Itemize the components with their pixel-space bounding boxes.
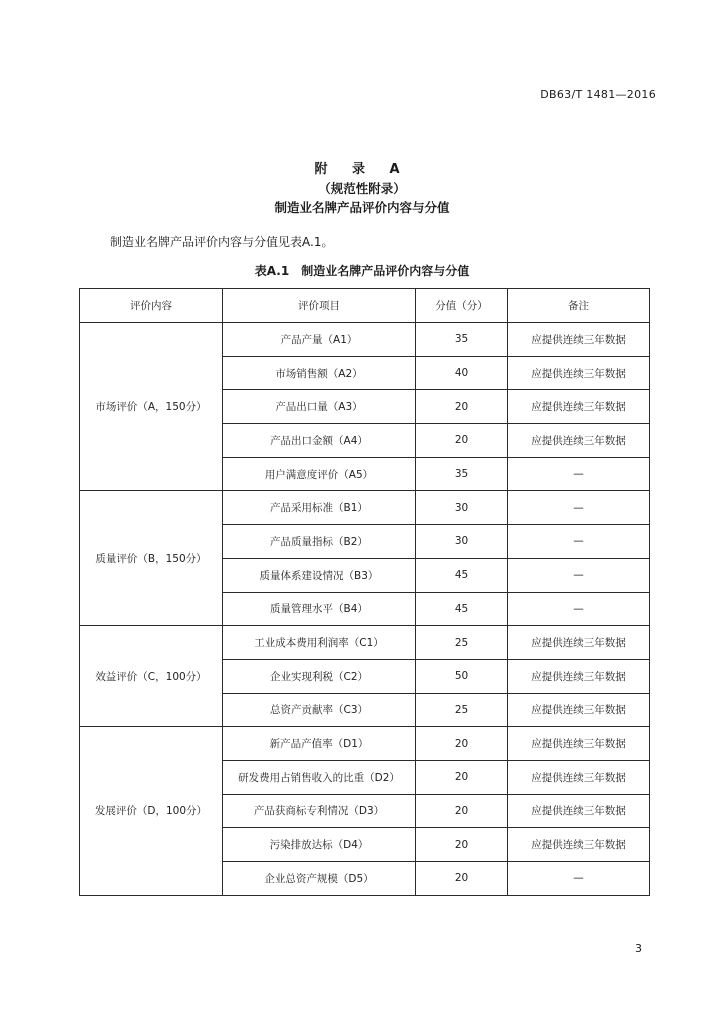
score-cell: 45 bbox=[416, 592, 508, 626]
table-header-row bbox=[80, 289, 650, 323]
evaluation-table bbox=[79, 288, 650, 896]
score-cell: 45 bbox=[416, 558, 508, 592]
score-cell: 20 bbox=[416, 390, 508, 424]
page-number: 3 bbox=[635, 942, 642, 955]
note-cell: 应提供连续三年数据 bbox=[508, 794, 650, 828]
table-row bbox=[80, 727, 650, 761]
score-cell: 35 bbox=[416, 323, 508, 357]
note-cell: 应提供连续三年数据 bbox=[508, 659, 650, 693]
table-caption: 表A.1 制造业名牌产品评价内容与分值 bbox=[254, 264, 470, 278]
note-cell: 应提供连续三年数据 bbox=[508, 356, 650, 390]
item-cell: 质量管理水平（B4） bbox=[223, 592, 416, 626]
item-cell: 市场销售额（A2） bbox=[223, 356, 416, 390]
appendix-title: 附 录 A bbox=[314, 162, 410, 177]
item-cell: 产品出口量（A3） bbox=[223, 390, 416, 424]
column-header: 备注 bbox=[508, 289, 650, 323]
intro-paragraph: 制造业名牌产品评价内容与分值见表A.1。 bbox=[110, 235, 334, 249]
item-cell: 质量体系建设情况（B3） bbox=[223, 558, 416, 592]
item-cell: 工业成本费用利润率（C1） bbox=[223, 626, 416, 660]
score-cell: 20 bbox=[416, 424, 508, 458]
item-cell: 企业总资产规模（D5） bbox=[223, 862, 416, 896]
category-cell: 市场评价（A，150分） bbox=[80, 323, 223, 491]
score-cell: 50 bbox=[416, 659, 508, 693]
item-cell: 产品质量指标（B2） bbox=[223, 525, 416, 559]
item-cell: 企业实现利税（C2） bbox=[223, 659, 416, 693]
note-cell: 应提供连续三年数据 bbox=[508, 727, 650, 761]
note-cell: 应提供连续三年数据 bbox=[508, 828, 650, 862]
note-cell: — bbox=[508, 491, 650, 525]
table-row bbox=[80, 626, 650, 660]
score-cell: 20 bbox=[416, 794, 508, 828]
score-cell: 25 bbox=[416, 626, 508, 660]
note-cell: 应提供连续三年数据 bbox=[508, 424, 650, 458]
score-cell: 35 bbox=[416, 457, 508, 491]
category-cell: 发展评价（D，100分） bbox=[80, 727, 223, 895]
score-cell: 20 bbox=[416, 727, 508, 761]
category-cell: 效益评价（C，100分） bbox=[80, 626, 223, 727]
score-cell: 30 bbox=[416, 491, 508, 525]
table-row bbox=[80, 491, 650, 525]
item-cell: 用户满意度评价（A5） bbox=[223, 457, 416, 491]
item-cell: 污染排放达标（D4） bbox=[223, 828, 416, 862]
score-cell: 30 bbox=[416, 525, 508, 559]
note-cell: 应提供连续三年数据 bbox=[508, 323, 650, 357]
score-cell: 20 bbox=[416, 862, 508, 896]
column-header: 评价项目 bbox=[223, 289, 416, 323]
table-row bbox=[80, 323, 650, 357]
note-cell: 应提供连续三年数据 bbox=[508, 693, 650, 727]
category-cell: 质量评价（B，150分） bbox=[80, 491, 223, 626]
note-cell: — bbox=[508, 592, 650, 626]
item-cell: 产品采用标准（B1） bbox=[223, 491, 416, 525]
score-cell: 25 bbox=[416, 693, 508, 727]
appendix-nature: （规范性附录） bbox=[318, 181, 406, 196]
item-cell: 产品获商标专利情况（D3） bbox=[223, 794, 416, 828]
document-code: DB63/T 1481—2016 bbox=[540, 88, 656, 101]
note-cell: 应提供连续三年数据 bbox=[508, 626, 650, 660]
score-cell: 20 bbox=[416, 760, 508, 794]
score-cell: 20 bbox=[416, 828, 508, 862]
note-cell: 应提供连续三年数据 bbox=[508, 390, 650, 424]
item-cell: 新产品产值率（D1） bbox=[223, 727, 416, 761]
note-cell: — bbox=[508, 457, 650, 491]
note-cell: — bbox=[508, 525, 650, 559]
item-cell: 产品产量（A1） bbox=[223, 323, 416, 357]
column-header: 分值（分） bbox=[416, 289, 508, 323]
note-cell: 应提供连续三年数据 bbox=[508, 760, 650, 794]
column-header: 评价内容 bbox=[80, 289, 223, 323]
score-cell: 40 bbox=[416, 356, 508, 390]
note-cell: — bbox=[508, 558, 650, 592]
item-cell: 总资产贡献率（C3） bbox=[223, 693, 416, 727]
item-cell: 产品出口金额（A4） bbox=[223, 424, 416, 458]
appendix-name: 制造业名牌产品评价内容与分值 bbox=[274, 200, 450, 215]
note-cell: — bbox=[508, 862, 650, 896]
item-cell: 研发费用占销售收入的比重（D2） bbox=[223, 760, 416, 794]
